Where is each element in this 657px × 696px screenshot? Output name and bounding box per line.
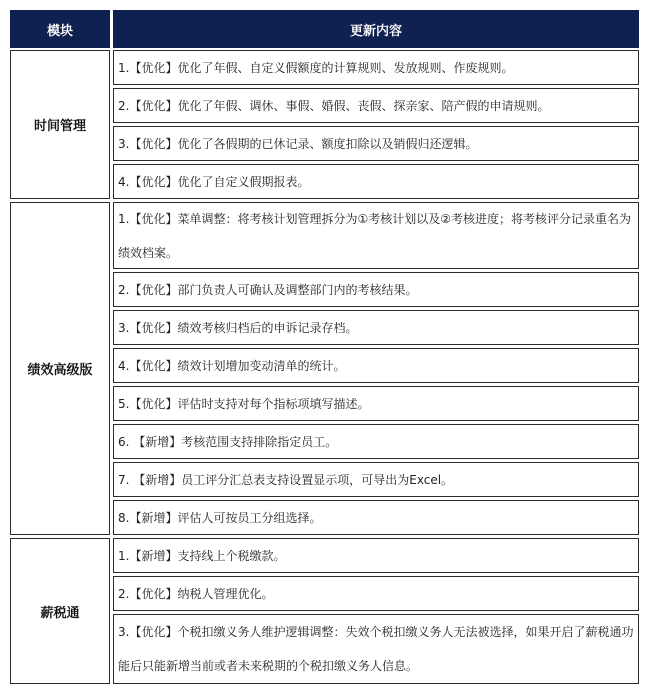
content-row — [113, 424, 639, 459]
content-row — [113, 348, 639, 383]
row-text: 3.【优化】绩效考核归档后的申诉记录存档。 — [118, 320, 358, 335]
content-row — [113, 164, 639, 199]
header-content: 更新内容 — [113, 10, 639, 48]
content-row — [113, 272, 639, 307]
row-text: 1.【优化】优化了年假、自定义假额度的计算规则、发放规则、作废规则。 — [118, 60, 514, 75]
row-text: 2.【优化】优化了年假、调休、事假、婚假、丧假、探亲家、陪产假的申请规则。 — [118, 98, 550, 113]
header-module: 模块 — [10, 10, 110, 48]
row-text: 3.【优化】优化了各假期的已休记录、额度扣除以及销假归还逻辑。 — [118, 136, 478, 151]
module-cell-time: 时间管理 — [10, 50, 110, 199]
row-text: 4.【优化】优化了自定义假期报表。 — [118, 174, 310, 189]
content-row — [113, 576, 639, 611]
row-text: 5.【优化】评估时支持对每个指标项填写描述。 — [118, 396, 370, 411]
row-text: 7. 【新增】员工评分汇总表支持设置显示项，可导出为Excel。 — [118, 472, 454, 487]
row-text: 4.【优化】绩效计划增加变动清单的统计。 — [118, 358, 346, 373]
row-text: 6. 【新增】考核范围支持排除指定员工。 — [118, 434, 338, 449]
content-row — [113, 50, 639, 85]
row-text: 8.【新增】评估人可按员工分组选择。 — [118, 510, 322, 525]
row-text: 2.【优化】部门负责人可确认及调整部门内的考核结果。 — [118, 282, 418, 297]
row-text: 2.【优化】纳税人管理优化。 — [118, 586, 274, 601]
content-row — [113, 386, 639, 421]
content-row — [113, 500, 639, 535]
content-row — [113, 310, 639, 345]
row-text: 1.【新增】支持线上个税缴款。 — [118, 548, 286, 563]
module-cell-performance: 绩效高级版 — [10, 202, 110, 535]
content-row — [113, 614, 639, 684]
content-row — [113, 202, 639, 269]
row-text: 3.【优化】个税扣缴义务人维护逻辑调整：失效个税扣缴义务人无法被选择，如果开启了薪税通功能后只能新增当前或者未来税期的个税扣缴义务人信息。 — [118, 625, 634, 673]
content-row — [113, 126, 639, 161]
content-row — [113, 462, 639, 497]
module-cell-tax: 薪税通 — [10, 538, 110, 684]
row-text: 1.【优化】菜单调整：将考核计划管理拆分为①考核计划以及②考核进度；将考核评分记录重名为绩效档案。 — [118, 211, 631, 260]
content-row — [113, 88, 639, 123]
content-row — [113, 538, 639, 573]
